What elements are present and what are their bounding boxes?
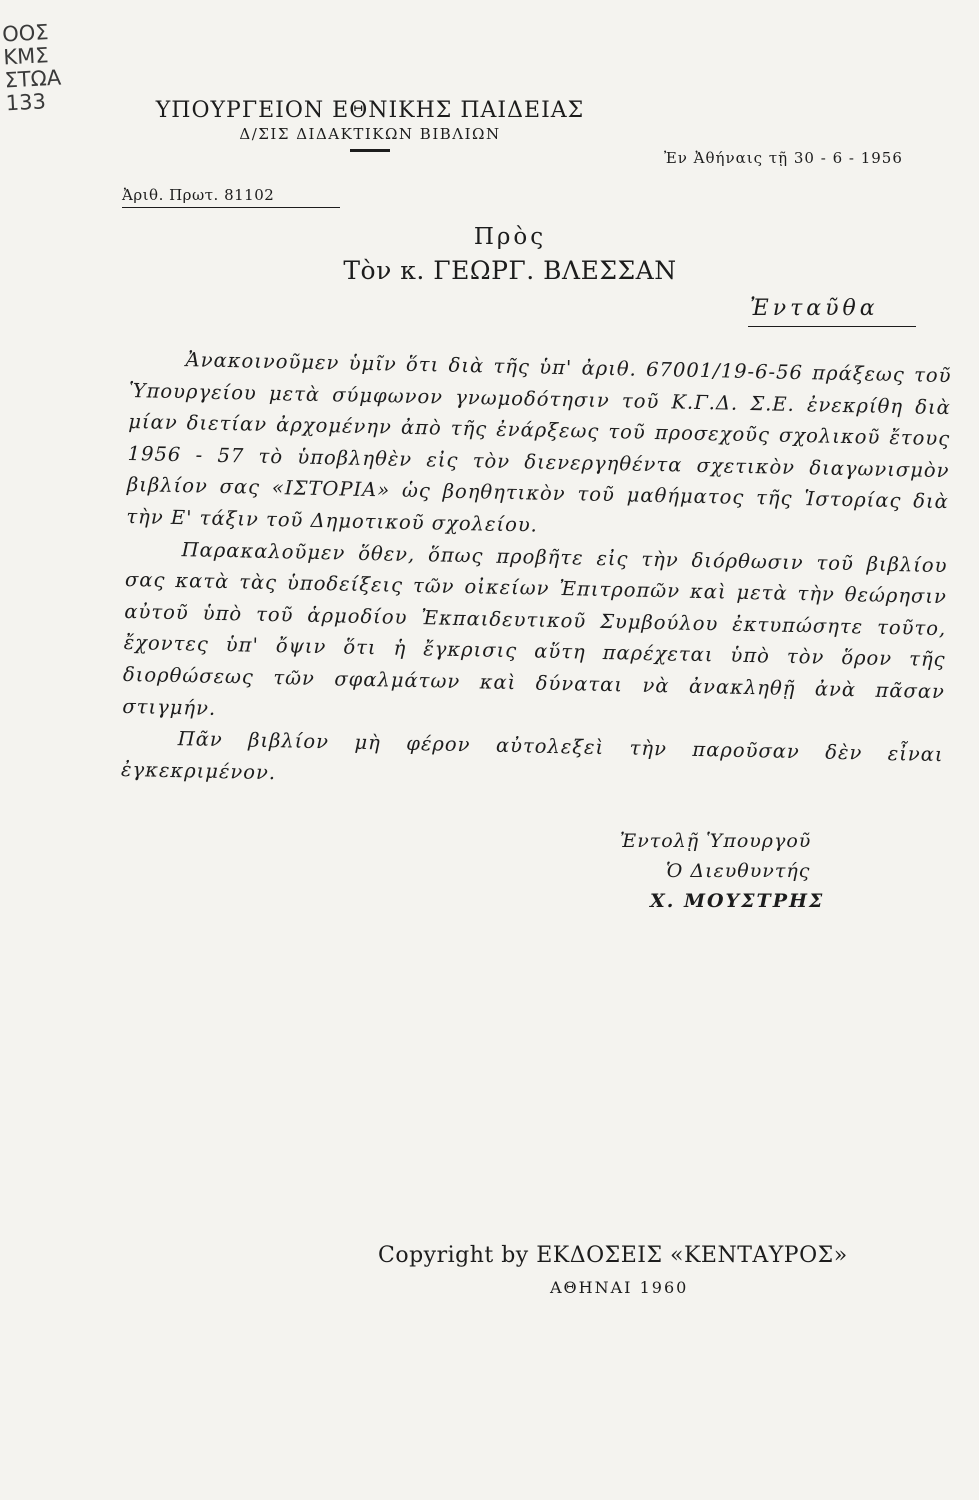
place-date: Ἐν Ἀθήναις τῇ 30 - 6 - 1956 xyxy=(664,149,903,167)
copyright-block xyxy=(378,1243,898,1297)
protocol-underline xyxy=(122,207,340,208)
body-paragraph: Ἀνακοινοῦμεν ὑμῖν ὅτι διὰ τῆς ὑπ' ἀριθ. 67001/19-6-56 πράξεως τοῦ Ὑπουργείου μετὰ σύμφωνον γνωμοδότησιν τοῦ Κ.Γ.Δ. Σ.Ε. ἐνεκρίθη διὰ μίαν διετίαν ἀρχομένην ἀπὸ τῆς ἐνάρξεως τοῦ προσεχοῦς σχολικοῦ ἔτους 1956 - 57 τὸ ὑποβληθὲν εἰς τὸν διενεργηθέντα σχετικὸν διαγωνισμὸν βιβλίον σας «ΙΣΤΟΡΙΑ» ὡς βοηθητικὸν τοῦ μαθήματος τῆς Ἱστορίας διὰ τὴν Ε' τάξιν τοῦ Δημοτικοῦ σχολείου. xyxy=(126,348,952,537)
recipient-to: Πρὸς xyxy=(473,224,547,250)
signature-block xyxy=(620,830,910,912)
copyright-line: Copyright by ΕΚΔΟΣΕΙΣ «ΚΕΝΤΑΥΡΟΣ» xyxy=(378,1243,848,1268)
protocol-number: Ἀριθ. Πρωτ. 81102 xyxy=(122,186,275,204)
margin-note-line: ΟΟΣ xyxy=(1,20,50,47)
location-underline xyxy=(748,326,916,327)
letterhead xyxy=(140,98,600,152)
recipient-block xyxy=(300,224,720,285)
signature-title: Ὁ Διευθυντής xyxy=(666,860,811,882)
margin-note-line: ΚΜΣ xyxy=(2,43,50,70)
letter-body xyxy=(121,343,952,802)
letterhead-rule xyxy=(350,149,390,152)
signatory-name: Χ. ΜΟΥΣΤΡΗΣ xyxy=(650,890,825,912)
body-paragraph: Πᾶν βιβλίον μὴ φέρον αὐτολεξεὶ τὴν παροῦσαν δὲν εἶναι ἐγκεκριμένον. xyxy=(120,727,944,784)
margin-note-line: 133 xyxy=(5,89,47,116)
ministry-name: ΥΠΟΥΡΓΕΙΟΝ ΕΘΝΙΚΗΣ ΠΑΙΔΕΙΑΣ xyxy=(155,98,585,123)
handwritten-margin-note xyxy=(2,21,63,116)
body-paragraph: Παρακαλοῦμεν ὅθεν, ὅπως προβῆτε εἰς τὴν διόρθωσιν τοῦ βιβλίου σας κατὰ τὰς ὑποδείξεις τῶν οἰκείων Ἐπιτροπῶν καὶ μετὰ τὴν θεώρησιν αὐτοῦ ὑπὸ τοῦ ἁρμοδίου Ἐκπαιδευτικοῦ Συμβούλου ἐκτυπώσητε τοῦτο, ἔχοντες ὑπ' ὄψιν ὅτι ἡ ἔγκρισις αὕτη παρέχεται ὑπὸ τὸν ὅρον τῆς διορθώσεως τῶν σφαλμάτων καὶ δύναται νὰ ἀνακληθῇ ἀνὰ πᾶσαν στιγμήν. xyxy=(122,537,948,720)
publisher-city-year: ΑΘΗΝΑΙ 1960 xyxy=(550,1278,689,1297)
margin-note-line: ΣΤΩΑ xyxy=(3,65,62,93)
department-name: Δ/ΣΙΣ ΔΙΔΑΚΤΙΚΩΝ ΒΙΒΛΙΩΝ xyxy=(239,125,501,143)
recipient-location: Ἐνταῦθα xyxy=(750,296,879,321)
signature-order: Ἐντολῇ Ὑπουργοῦ xyxy=(620,830,812,852)
recipient-name: Τὸν κ. ΓΕΩΡΓ. ΒΛΕΣΣΑΝ xyxy=(343,256,677,285)
